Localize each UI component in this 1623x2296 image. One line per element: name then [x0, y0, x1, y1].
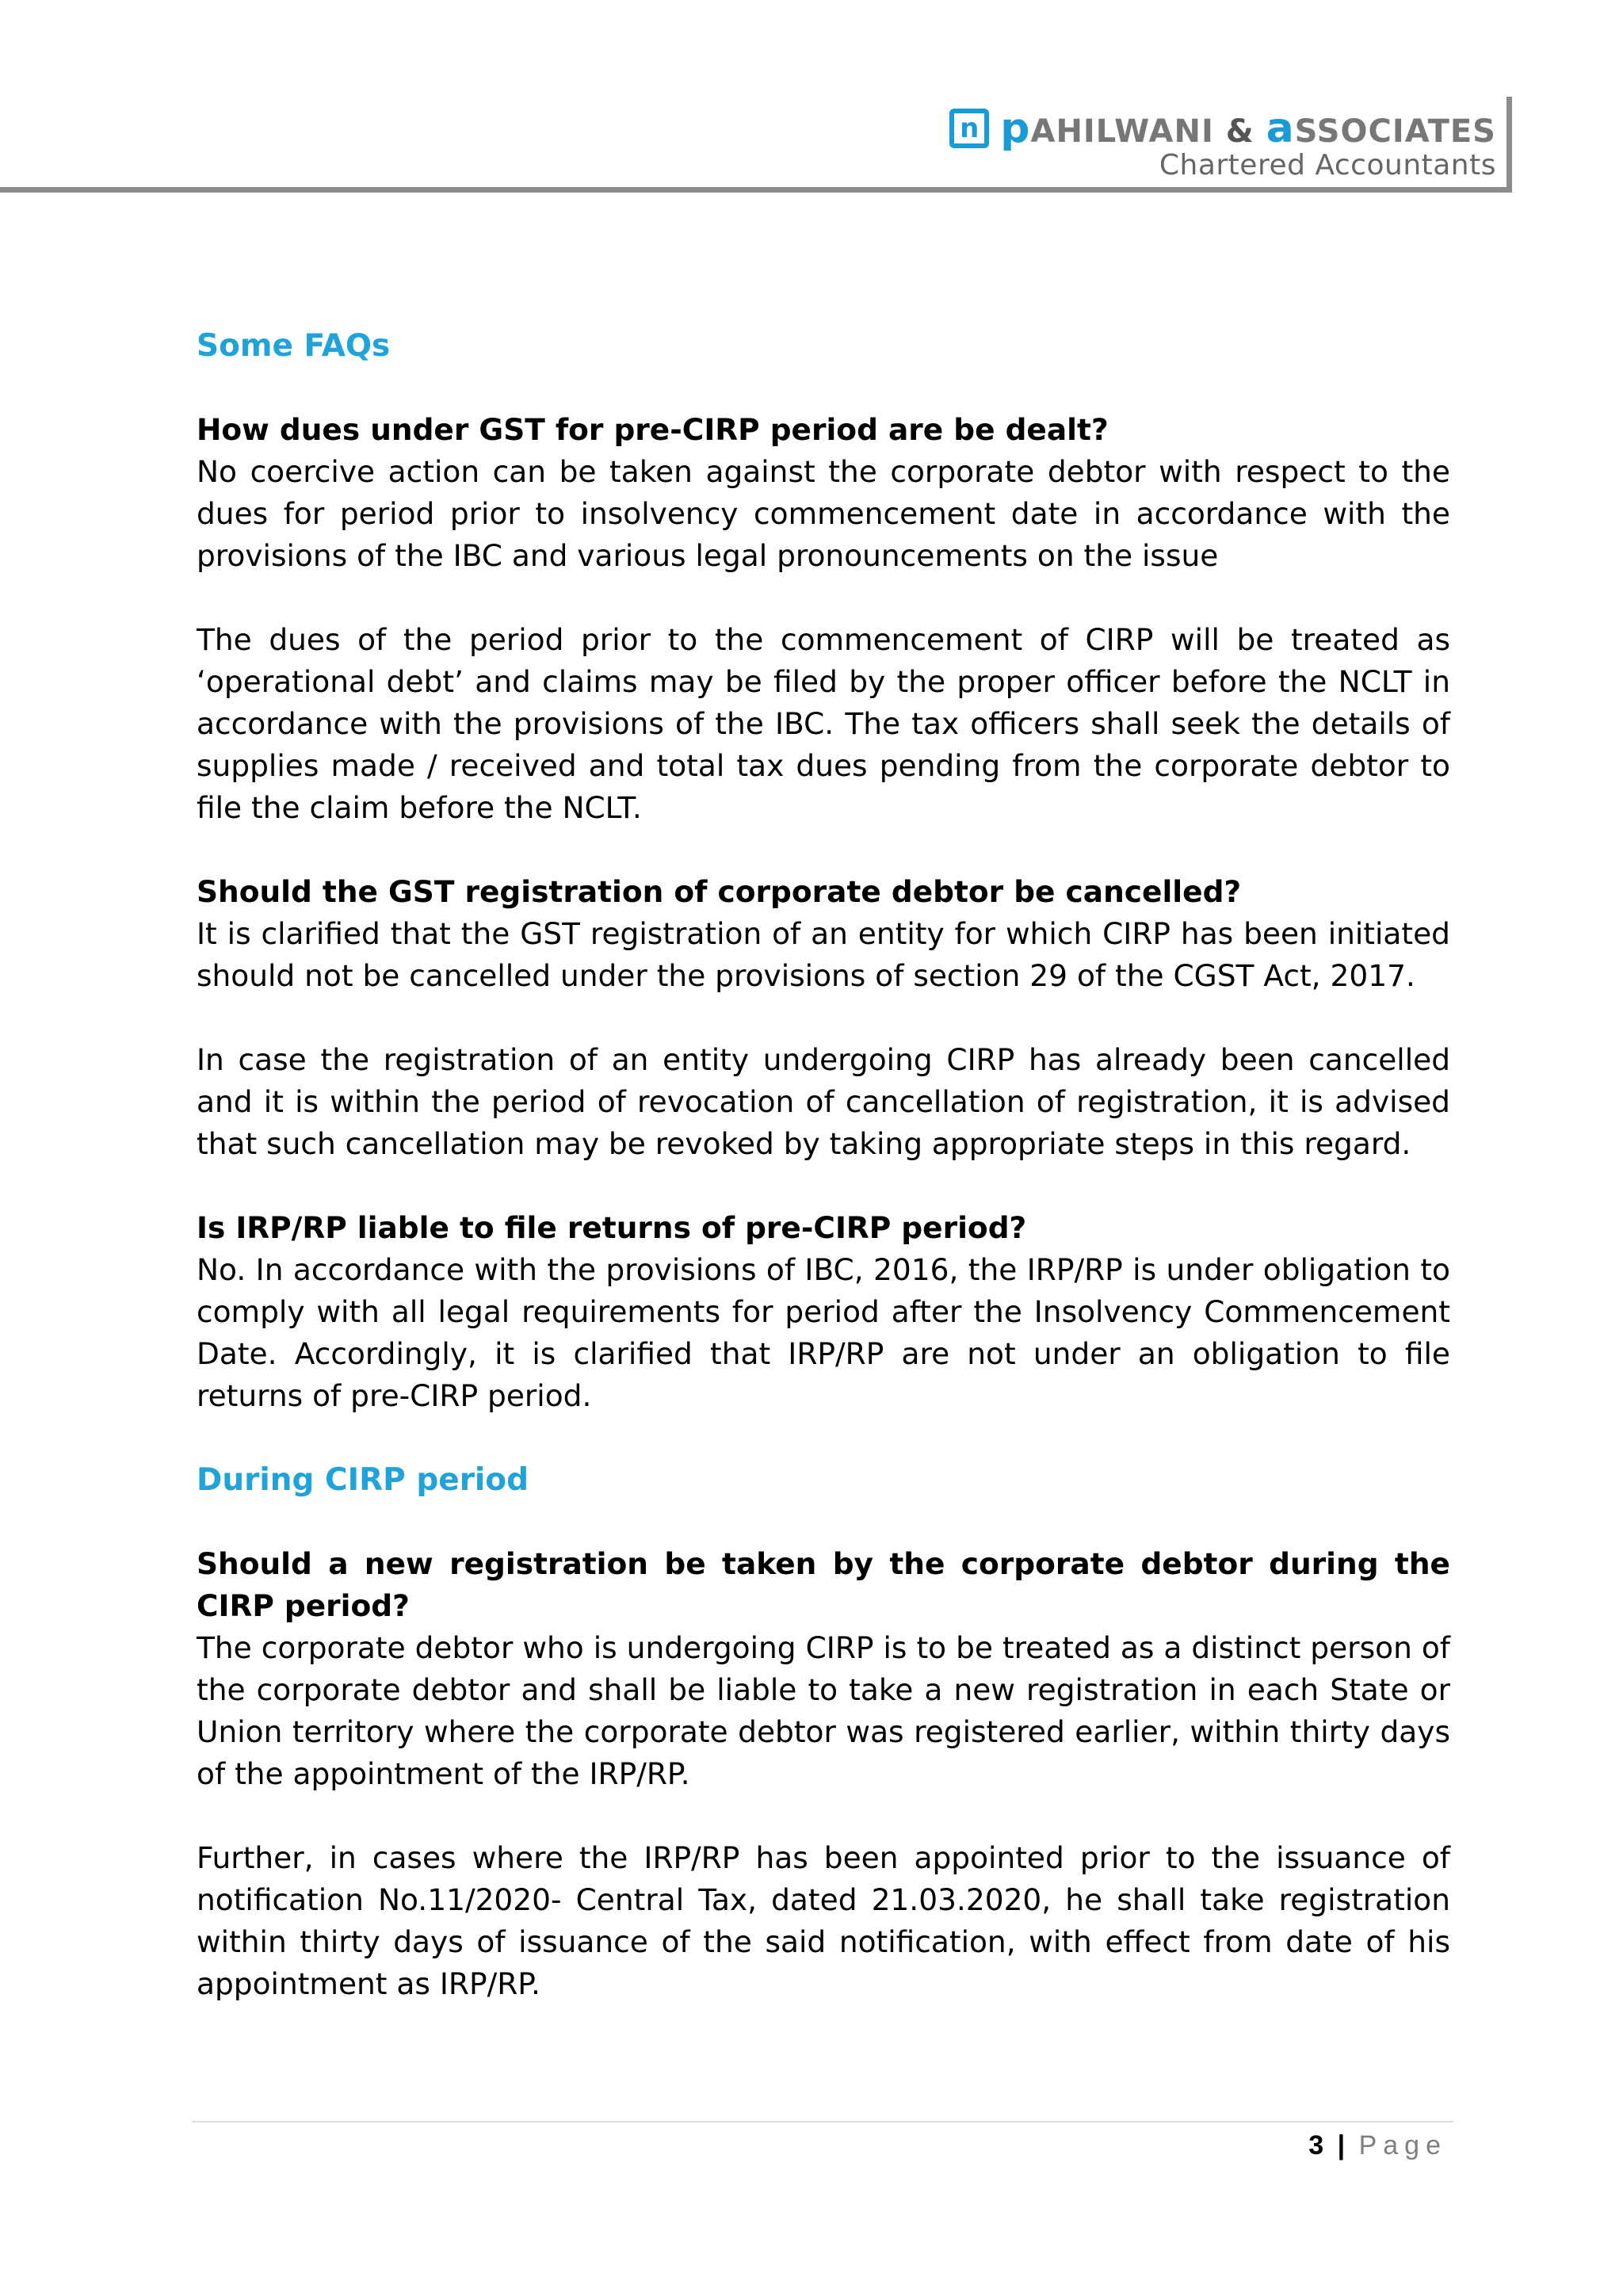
- faq-question-registration-cancel: Should the GST registration of corporate debtor be cancelled?: [197, 874, 1242, 909]
- page-number: [1308, 2130, 1447, 2161]
- faq-answer-paragraph: It is clarified that the GST registration of an entity for which CIRP has been initiated should not be cancelled under the provisions of section 29 of the CGST Act, 2017.: [197, 916, 1450, 993]
- footer-divider: [192, 2121, 1453, 2122]
- brand-word-2: SSOCIATES: [1294, 113, 1496, 150]
- brand-initial-p: p: [1000, 105, 1031, 152]
- faq-answer-paragraph: The dues of the period prior to the commencement of CIRP will be treated as ‘operational debt’ and claims may be filed by the proper officer before the NCLT in accordance with the provisions of the IBC. The tax officers shall seek the details of supplies made / received and total tax dues pending from the corporate debtor to file the claim before the NCLT.: [197, 622, 1450, 825]
- firm-brand: [949, 103, 1496, 181]
- section-heading-faqs: Some FAQs: [197, 328, 391, 364]
- faq-question-new-registration: Should a new registration be taken by the corporate debtor during the CIRP period?: [197, 1546, 1450, 1623]
- firm-name: [1000, 105, 1496, 152]
- faq-question-irp-returns: Is IRP/RP liable to file returns of pre-CIRP period?: [197, 1210, 1027, 1245]
- page-number-separator: |: [1337, 2130, 1346, 2160]
- faq-answer-paragraph: In case the registration of an entity undergoing CIRP has already been cancelled and it is within the period of revocation of cancellation of registration, it is advised that such cancellation may be revoked by taking appropriate steps in this regard.: [197, 1042, 1450, 1161]
- header-divider: [0, 187, 1512, 193]
- header-vertical-divider: [1507, 97, 1512, 193]
- brand-ampersand: &: [1213, 113, 1266, 150]
- brand-name-row: [949, 103, 1496, 154]
- faq-answer-paragraph: No. In accordance with the provisions of IBC, 2016, the IRP/RP is under obligation to comply with all legal requirements for period after the Insolvency Commencement Date. Accordingly, it is clarified that IRP/RP are not under an obligation to file returns of pre-CIRP period.: [197, 1252, 1450, 1413]
- brand-initial-a: a: [1266, 105, 1295, 152]
- brand-word-1: AHILWANI: [1030, 113, 1214, 150]
- page-label: Page: [1358, 2130, 1447, 2160]
- faq-answer-paragraph: No coercive action can be taken against the corporate debtor with respect to the dues for period prior to insolvency commencement date in accordance with the provisions of the IBC and various legal pronouncements on the issue: [197, 454, 1450, 573]
- faq-answer-paragraph: The corporate debtor who is undergoing CIRP is to be treated as a distinct person of the corporate debtor and shall be liable to take a new registration in each State or Union territory where the corporate debtor was registered earlier, within thirty days of the appointment of the IRP/RP.: [197, 1630, 1450, 1791]
- document-body: [197, 325, 1450, 2005]
- faq-answer-paragraph: Further, in cases where the IRP/RP has been appointed prior to the issuance of notification No.11/2020- Central Tax, dated 21.03.2020, he shall take registration within thirty days of issuance of the said notification, with effect from date of his appointment as IRP/RP.: [197, 1840, 1450, 2001]
- section-heading-during-cirp: During CIRP period: [197, 1462, 529, 1498]
- firm-subtitle: Chartered Accountants: [1159, 149, 1496, 181]
- firm-logo-icon: n: [949, 109, 989, 148]
- page-number-value: 3: [1308, 2130, 1324, 2160]
- faq-question-pre-cirp-dues: How dues under GST for pre-CIRP period are be dealt?: [197, 412, 1109, 447]
